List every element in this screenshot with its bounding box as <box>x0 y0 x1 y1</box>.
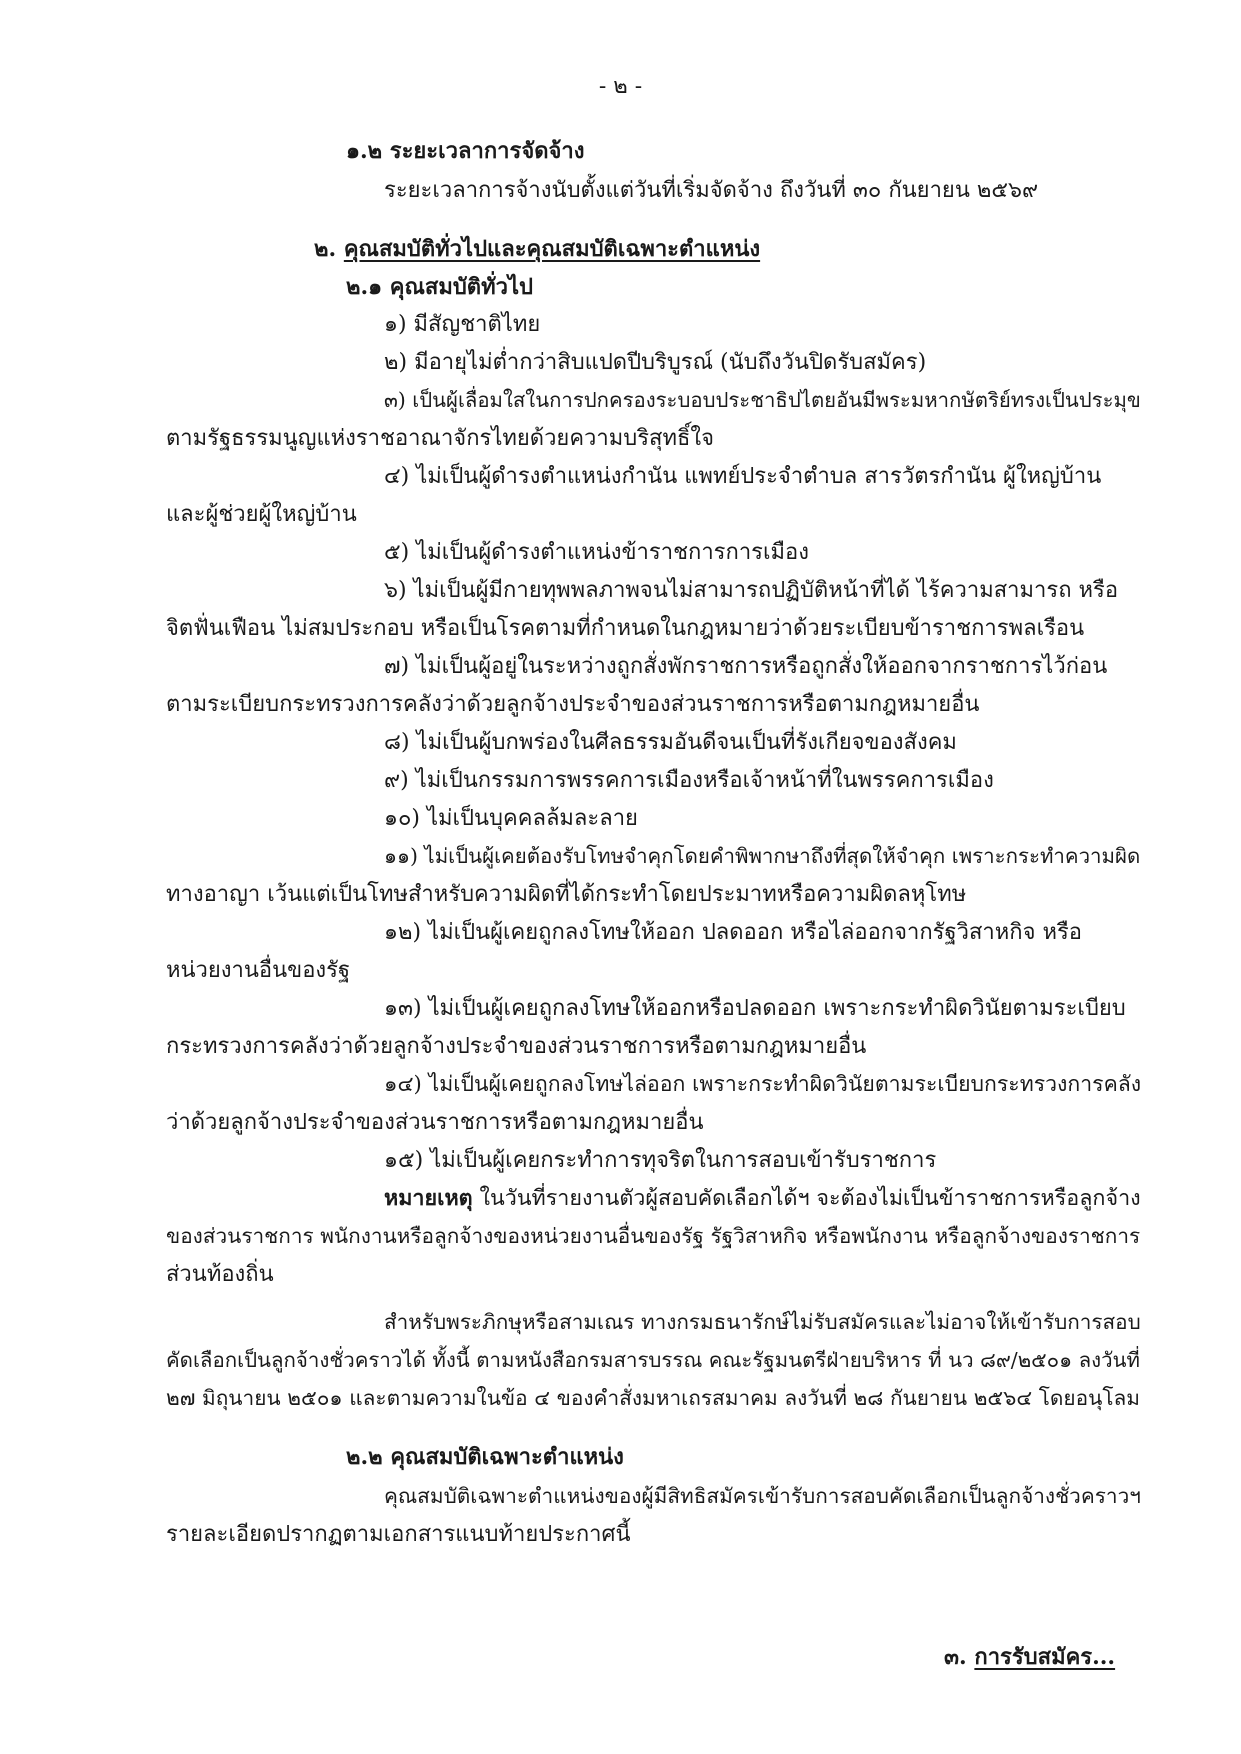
qualification-item: ๑๒) ไม่เป็นผู้เคยถูกลงโทษให้ออก ปลดออก หรือไล่ออกจากรัฐวิสาหกิจ หรือ <box>384 920 1083 945</box>
qualification-item: ๑๔) ไม่เป็นผู้เคยถูกลงโทษไล่ออก เพราะกระทำผิดวินัยตามระเบียบกระทรวงการคลัง <box>384 1072 1142 1097</box>
qualification-item: ๙) ไม่เป็นกรรมการพรรคการเมืองหรือเจ้าหน้าที่ในพรรคการเมือง <box>384 768 994 793</box>
qualification-item: ๕) ไม่เป็นผู้ดำรงตำแหน่งข้าราชการการเมือง <box>384 540 809 565</box>
section-2-2-heading: ๒.๒ คุณสมบัติเฉพาะตำแหน่ง <box>346 1444 624 1470</box>
qualification-item-cont: ตามระเบียบกระทรวงการคลังว่าด้วยลูกจ้างประจำของส่วนราชการหรือตามกฎหมายอื่น <box>166 692 980 717</box>
qualification-item: ๑๓) ไม่เป็นผู้เคยถูกลงโทษให้ออกหรือปลดออก เพราะกระทำผิดวินัยตามระเบียบ <box>384 996 1126 1021</box>
section-1-2-text: ระยะเวลาการจ้างนับตั้งแต่วันที่เริ่มจัดจ้าง ถึงวันที่ ๓๐ กันยายน ๒๕๖๙ <box>384 178 1039 203</box>
qualification-item: ๘) ไม่เป็นผู้บกพร่องในศีลธรรมอันดีจนเป็นที่รังเกียจของสังคม <box>384 730 957 755</box>
section-1-2-heading: ๑.๒ ระยะเวลาการจัดจ้าง <box>346 138 585 164</box>
qualification-item: ๗) ไม่เป็นผู้อยู่ในระหว่างถูกสั่งพักราชการหรือถูกสั่งให้ออกจากราชการไว้ก่อน <box>384 654 1108 679</box>
qualification-item: ๒) มีอายุไม่ต่ำกว่าสิบแปดปีบริบูรณ์ (นับถึงวันปิดรับสมัคร) <box>384 350 927 375</box>
next-page-reference <box>944 1646 1115 1668</box>
section-2-title: คุณสมบัติทั่วไปและคุณสมบัติเฉพาะตำแหน่ง <box>343 236 761 262</box>
section-2-number: ๒. <box>314 236 337 262</box>
next-section-title: การรับสมัคร... <box>974 1644 1116 1670</box>
section-2-2-text: คุณสมบัติเฉพาะตำแหน่งของผู้มีสิทธิสมัครเข้ารับการสอบคัดเลือกเป็นลูกจ้างชั่วคราวฯ <box>384 1484 1141 1508</box>
note-label: หมายเหตุ <box>384 1186 473 1211</box>
qualification-item-cont: กระทรวงการคลังว่าด้วยลูกจ้างประจำของส่วนราชการหรือตามกฎหมายอื่น <box>166 1034 867 1059</box>
monk-paragraph-cont: คัดเลือกเป็นลูกจ้างชั่วคราวได้ ทั้งนี้ ตามหนังสือกรมสารบรรณ คณะรัฐมนตรีฝ่ายบริหาร ที่ นว ๘๙/๒๕๐๑ ลงวันที่ <box>166 1348 1140 1372</box>
note-text: ในวันที่รายงานตัวผู้สอบคัดเลือกได้ฯ จะต้องไม่เป็นข้าราชการหรือลูกจ้าง <box>479 1186 1141 1211</box>
qualification-item-cont: ทางอาญา เว้นแต่เป็นโทษสำหรับความผิดที่ได้กระทำโดยประมาทหรือความผิดลหุโทษ <box>166 882 967 907</box>
note-text-cont: ของส่วนราชการ พนักงานหรือลูกจ้างของหน่วยงานอื่นของรัฐ รัฐวิสาหกิจ หรือพนักงาน หรือลูกจ้างของราชการ <box>166 1224 1141 1248</box>
qualification-item: ๑) มีสัญชาติไทย <box>384 312 541 337</box>
qualification-item: ๑๐) ไม่เป็นบุคคลล้มละลาย <box>384 806 638 831</box>
qualification-item: ๑๕) ไม่เป็นผู้เคยกระทำการทุจริตในการสอบเข้ารับราชการ <box>384 1148 937 1173</box>
qualification-item-cont: และผู้ช่วยผู้ใหญ่บ้าน <box>166 502 357 527</box>
note-text-cont: ส่วนท้องถิ่น <box>166 1262 274 1287</box>
next-section-number: ๓. <box>944 1644 967 1670</box>
qualification-item-cont: ว่าด้วยลูกจ้างประจำของส่วนราชการหรือตามกฎหมายอื่น <box>166 1110 704 1135</box>
note-paragraph <box>384 1188 1141 1210</box>
section-2-heading <box>314 238 760 260</box>
section-2-1-heading: ๒.๑ คุณสมบัติทั่วไป <box>346 274 533 300</box>
qualification-item-cont: ตามรัฐธรรมนูญแห่งราชอาณาจักรไทยด้วยความบริสุทธิ์ใจ <box>166 426 715 451</box>
qualification-item-cont: จิตฟั่นเฟือน ไม่สมประกอบ หรือเป็นโรคตามที่กำหนดในกฎหมายว่าด้วยระเบียบข้าราชการพลเรือน <box>166 616 1085 641</box>
qualification-item: ๓) เป็นผู้เลื่อมใสในการปกครองระบอบประชาธิปไตยอันมีพระมหากษัตริย์ทรงเป็นประมุข <box>384 388 1141 412</box>
qualification-item: ๖) ไม่เป็นผู้มีกายทุพพลภาพจนไม่สามารถปฏิบัติหน้าที่ได้ ไร้ความสามารถ หรือ <box>384 578 1119 603</box>
qualification-item: ๔) ไม่เป็นผู้ดำรงตำแหน่งกำนัน แพทย์ประจำตำบล สารวัตรกำนัน ผู้ใหญ่บ้าน <box>384 464 1102 489</box>
section-2-2-text-cont: รายละเอียดปรากฏตามเอกสารแนบท้ายประกาศนี้ <box>166 1522 631 1547</box>
qualification-item-cont: หน่วยงานอื่นของรัฐ <box>166 958 351 983</box>
page-number: - ๒ - <box>598 74 643 99</box>
monk-paragraph: สำหรับพระภิกษุหรือสามเณร ทางกรมธนารักษ์ไม่รับสมัครและไม่อาจให้เข้ารับการสอบ <box>384 1310 1141 1334</box>
qualification-item: ๑๑) ไม่เป็นผู้เคยต้องรับโทษจำคุกโดยคำพิพากษาถึงที่สุดให้จำคุก เพราะกระทำความผิด <box>384 844 1141 868</box>
monk-paragraph-cont: ๒๗ มิถุนายน ๒๕๐๑ และตามความในข้อ ๔ ของคำสั่งมหาเถรสมาคม ลงวันที่ ๒๘ กันยายน ๒๕๖๔ โดยอนุโลม <box>166 1386 1141 1410</box>
